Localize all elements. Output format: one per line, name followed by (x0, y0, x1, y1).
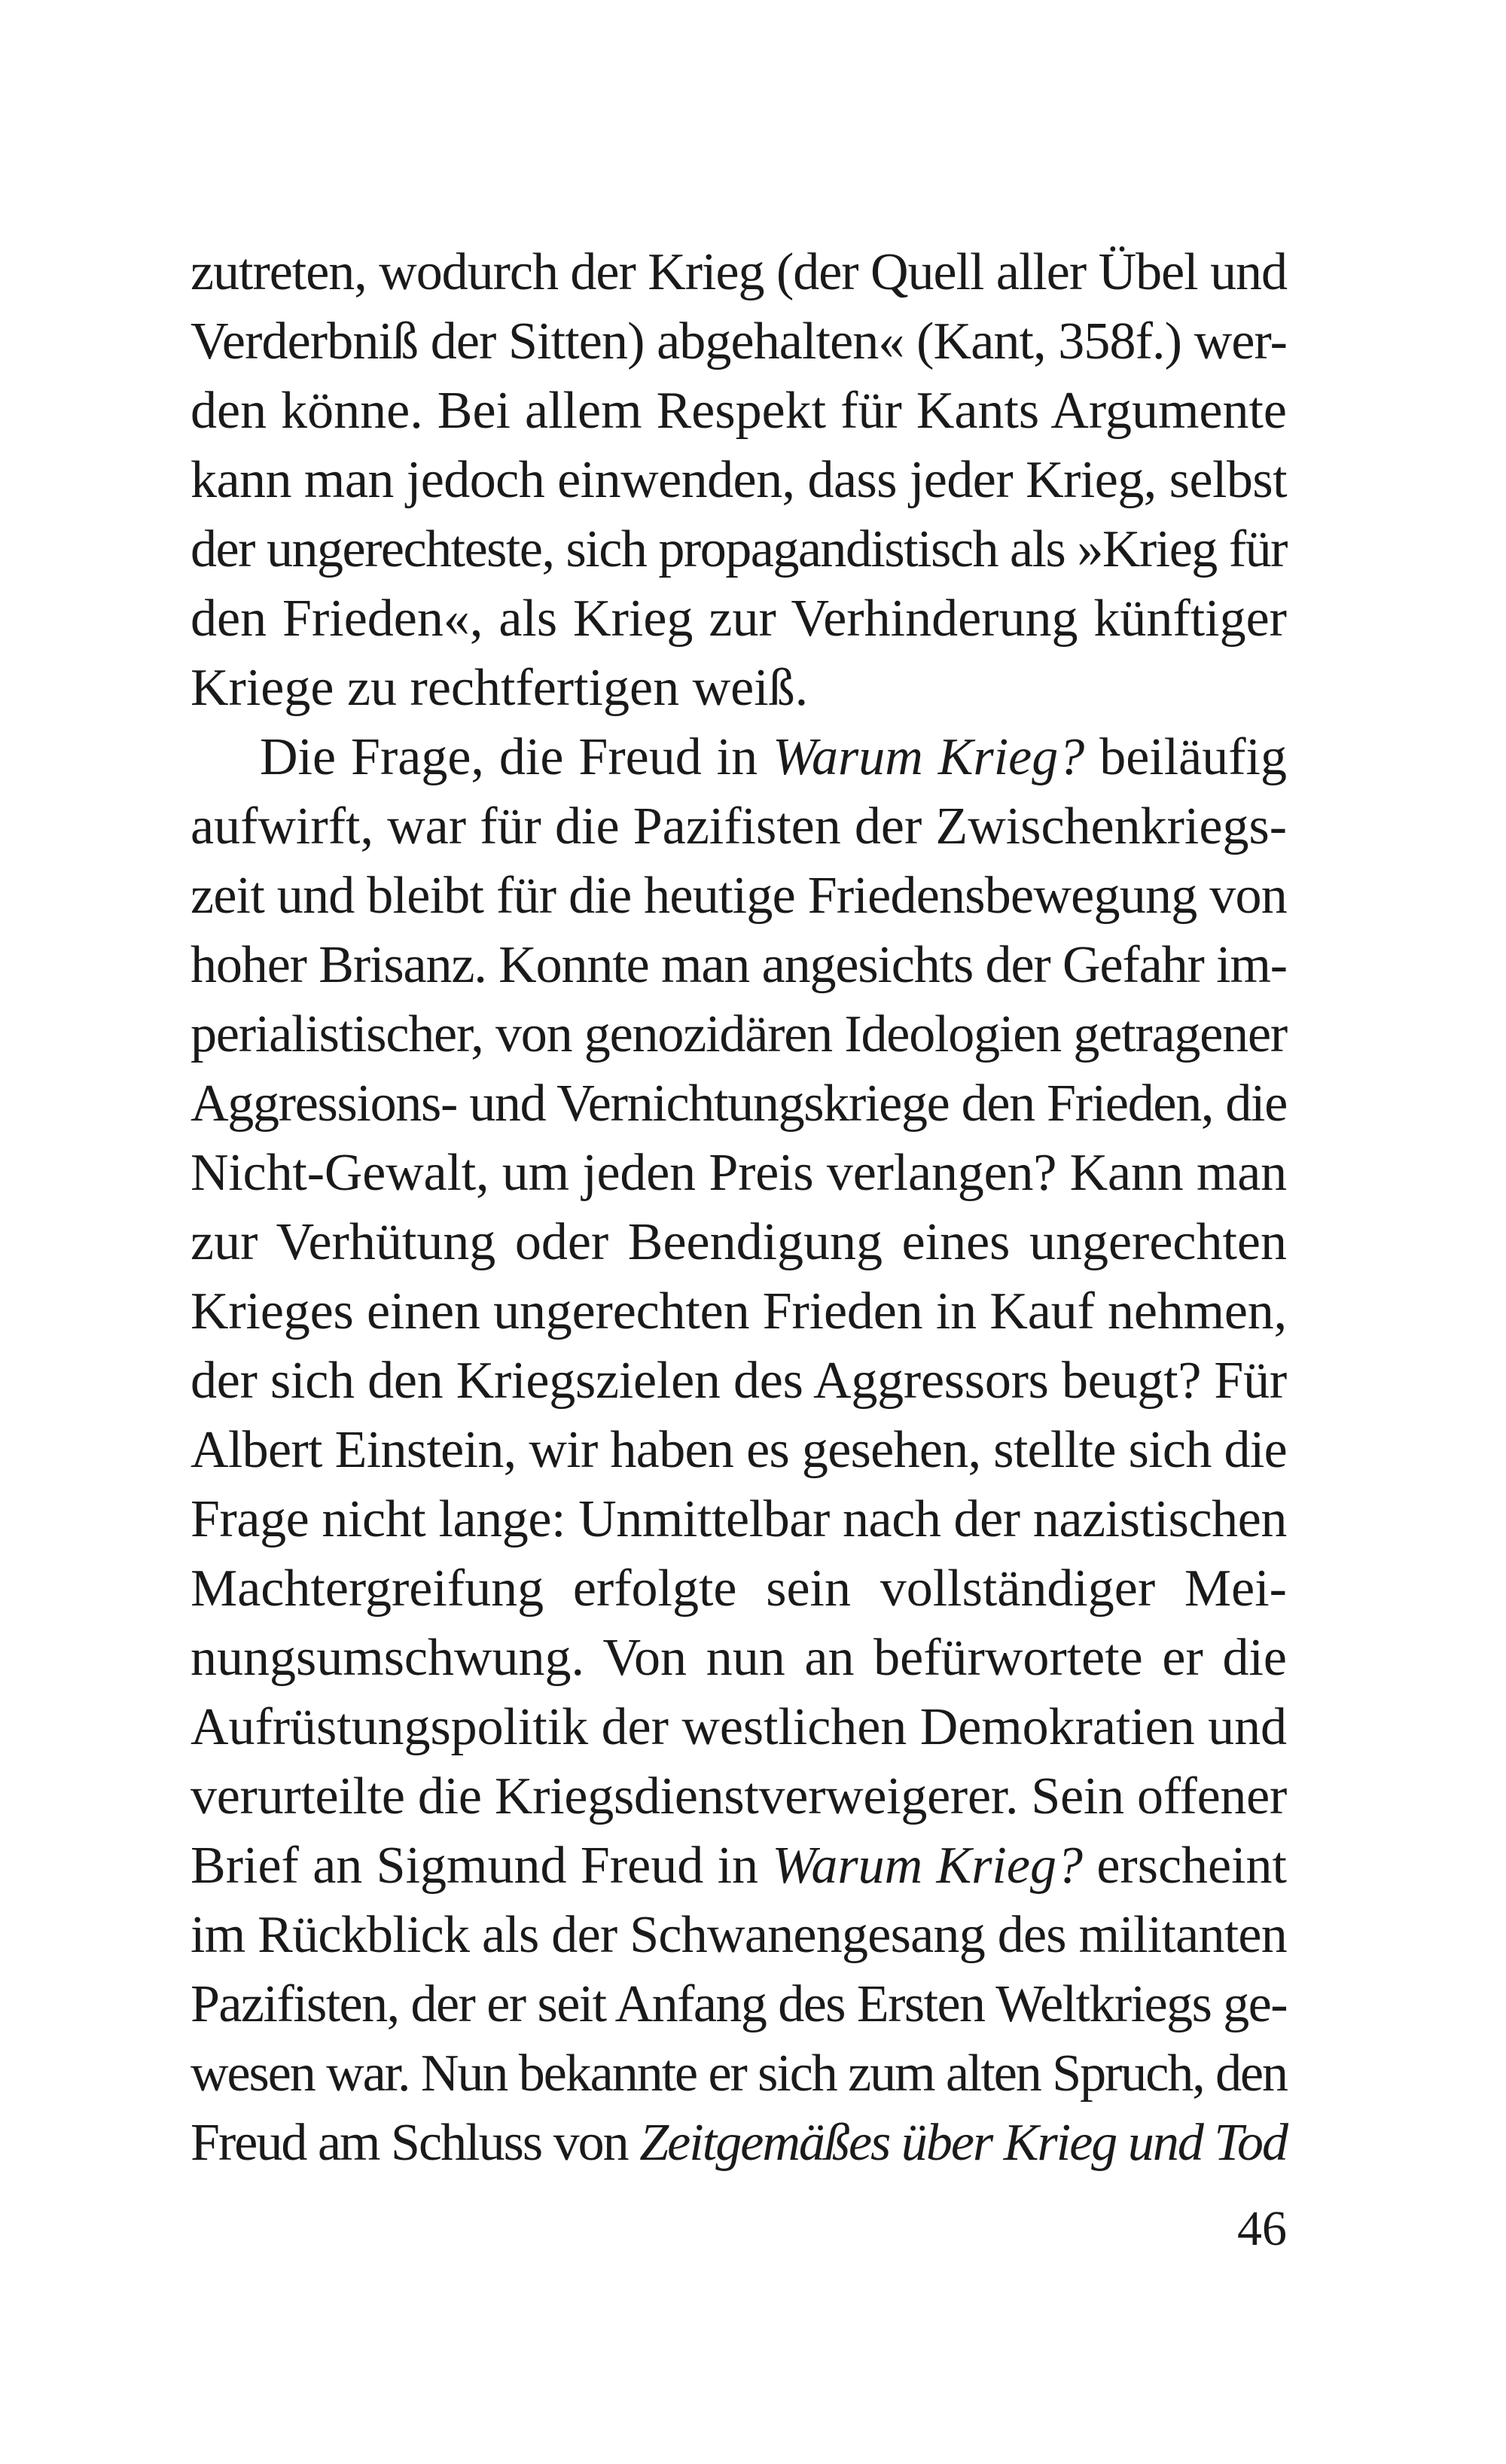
text-segment: Nicht-Gewalt, um jeden Preis verlangen? Kann man (191, 1144, 1287, 1202)
text-line (191, 1416, 1287, 1485)
text-segment: Aufrüstungspolitik der westlichen Demokratien und (191, 1698, 1287, 1756)
text-segment: hoher Brisanz. Konnte man angesichts der Gefahr im- (191, 936, 1287, 994)
text-line (191, 1693, 1287, 1762)
text-line (191, 1485, 1287, 1554)
text-segment: den könne. Bei allem Respekt für Kants Argumente (191, 382, 1287, 440)
text-line (191, 1901, 1287, 1970)
text-line (191, 654, 1287, 723)
text-line (191, 1000, 1287, 1069)
text-line (191, 584, 1287, 654)
text-segment: Brief an Sigmund Freud in (191, 1837, 773, 1895)
text-segment: wesen war. Nun bekannte er sich zum alten Spruch, den (191, 2045, 1287, 2103)
text-line (191, 792, 1287, 861)
text-line (191, 307, 1287, 377)
text-segment: zeit und bleibt für die heutige Friedensbewegung von (191, 867, 1287, 925)
text-segment: erscheint (1082, 1837, 1287, 1895)
italic-title: Warum Krieg? (773, 728, 1085, 786)
italic-title: Zeitgemäßes über Krieg und Tod (639, 2114, 1287, 2172)
text-segment: perialistischer, von genozidären Ideologien getragener (191, 1005, 1287, 1063)
text-line (191, 1970, 1287, 2039)
text-segment: zutreten, wodurch der Krieg (der Quell aller Übel und (191, 243, 1287, 301)
text-segment: Machtergreifung erfolgte sein vollständiger Mei- (191, 1560, 1287, 1618)
text-segment: der sich den Kriegszielen des Aggressors beugt? Für (191, 1352, 1287, 1410)
text-line (191, 1208, 1287, 1277)
text-segment: verurteilte die Kriegsdienstverweigerer. Sein offener (191, 1767, 1287, 1825)
text-segment: Aggressions- und Vernichtungskriege den Frieden, die (191, 1075, 1287, 1133)
text-line (191, 931, 1287, 1000)
text-segment: beiläufig (1084, 728, 1287, 786)
text-segment: Verderbniß der Sitten) abgehalten« (Kant, 358f.) wer- (191, 313, 1287, 371)
text-line (191, 238, 1287, 307)
text-line (191, 1554, 1287, 1624)
text-line (191, 446, 1287, 515)
text-line (191, 1762, 1287, 1831)
text-segment: Pazifisten, der er seit Anfang des Ersten Weltkriegs ge- (191, 1975, 1287, 2033)
text-line (191, 1624, 1287, 1693)
text-segment: Kriege zu rechtfertigen weiß. (191, 659, 809, 717)
text-line (191, 2109, 1287, 2178)
text-segment: aufwirft, war für die Pazifisten der Zwischenkriegs- (191, 797, 1287, 855)
text-segment: Krieges einen ungerechten Frieden in Kauf nehmen, (191, 1282, 1287, 1340)
text-line (191, 1069, 1287, 1139)
body-text (191, 238, 1287, 2178)
italic-title: Warum Krieg? (772, 1837, 1083, 1895)
text-line (191, 515, 1287, 584)
text-segment: im Rückblick als der Schwanengesang des militanten (191, 1906, 1288, 1964)
page-number: 46 (1237, 2201, 1287, 2256)
text-segment: Freud am Schluss von (191, 2114, 640, 2172)
text-line (191, 2039, 1287, 2109)
text-segment: Die Frage, die Freud in (260, 728, 773, 786)
text-line (191, 723, 1287, 792)
text-segment: den Frieden«, als Krieg zur Verhinderung künftiger (191, 590, 1287, 648)
text-segment: Frage nicht lange: Unmittelbar nach der nazistischen (191, 1490, 1287, 1548)
text-line (191, 1831, 1287, 1901)
text-segment: der ungerechteste, sich propagandistisch als »Krieg für (191, 520, 1287, 578)
text-segment: Albert Einstein, wir haben es gesehen, stellte sich die (191, 1421, 1287, 1479)
text-line (191, 1139, 1287, 1208)
text-line (191, 861, 1287, 931)
text-line (191, 1277, 1287, 1346)
text-segment: nungsumschwung. Von nun an befürwortete er die (191, 1629, 1287, 1687)
text-segment: zur Verhütung oder Beendigung eines ungerechten (191, 1213, 1287, 1271)
text-line (191, 1346, 1287, 1416)
text-segment: kann man jedoch einwenden, dass jeder Krieg, selbst (191, 451, 1287, 509)
text-line (191, 377, 1287, 446)
